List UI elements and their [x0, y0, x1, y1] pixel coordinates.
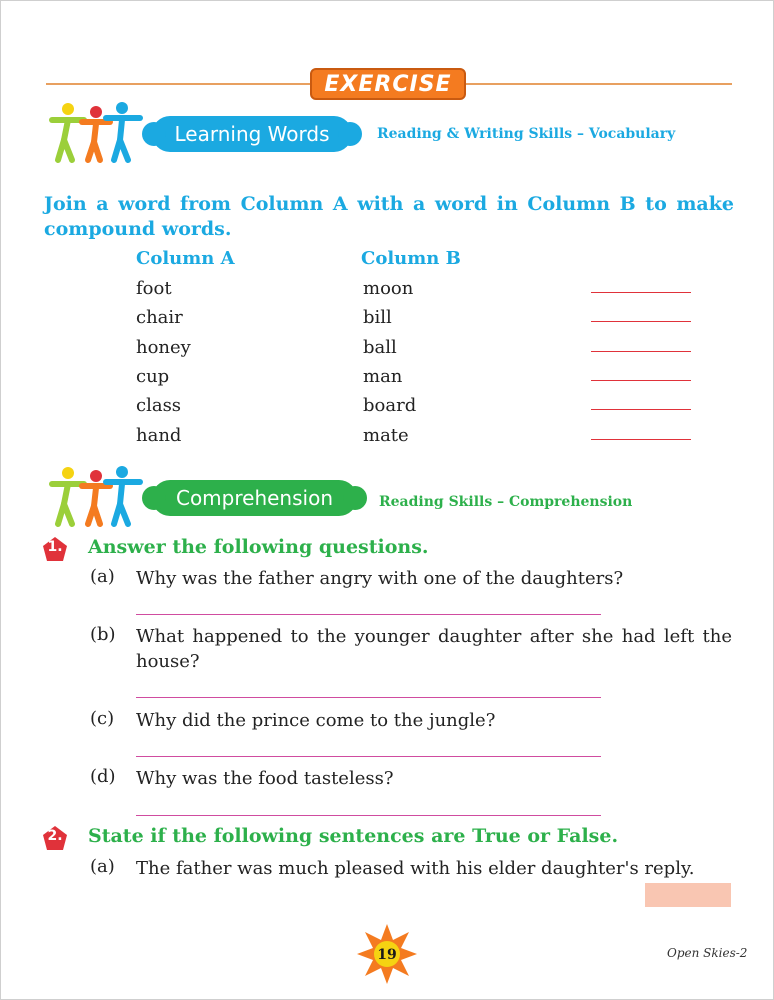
answer-blank[interactable]	[591, 380, 691, 381]
question-number: 2.	[47, 828, 63, 844]
column-b-word: moon	[363, 278, 414, 299]
item-label: (b)	[90, 624, 116, 645]
learning-words-banner	[44, 100, 744, 164]
question-number-badge	[42, 536, 68, 562]
comprehension-skill-label: Reading Skills – Comprehension	[379, 494, 633, 510]
question-text: Why was the father angry with one of the daughters?	[136, 568, 624, 589]
answer-blank[interactable]	[591, 292, 691, 293]
true-false-answer-box[interactable]	[645, 883, 731, 907]
word-pair-row	[0, 366, 774, 395]
answer-line[interactable]	[136, 697, 601, 698]
column-b-word: ball	[363, 337, 397, 358]
column-a-word: foot	[136, 278, 172, 299]
vocabulary-skill-label: Reading & Writing Skills – Vocabulary	[377, 126, 676, 142]
question-text: Why did the prince come to the jungle?	[136, 710, 496, 731]
comprehension-banner	[44, 464, 744, 528]
column-b-word: man	[363, 366, 403, 387]
column-b-heading: Column B	[361, 248, 461, 269]
column-a-word: cup	[136, 366, 170, 387]
column-b-word: board	[363, 395, 417, 416]
item-label: (a)	[90, 856, 115, 877]
word-pair-row	[0, 337, 774, 366]
column-a-word: class	[136, 395, 182, 416]
answer-blank[interactable]	[591, 351, 691, 352]
question-text: What happened to the younger daughter after she had left the house?	[136, 626, 732, 672]
children-icon	[44, 464, 144, 528]
page-number: 19	[377, 947, 397, 963]
children-icon	[44, 100, 144, 164]
exercise-badge: EXERCISE	[310, 68, 466, 100]
column-a-word: chair	[136, 307, 183, 328]
question-number: 1.	[47, 539, 63, 555]
question-2-title: State if the following sentences are True or False.	[88, 825, 619, 847]
column-a-heading: Column A	[136, 248, 235, 269]
answer-line[interactable]	[136, 815, 601, 816]
answer-blank[interactable]	[591, 409, 691, 410]
question-text: Why was the food tasteless?	[136, 768, 394, 789]
column-a-word: hand	[136, 425, 182, 446]
comprehension-title: Comprehension	[152, 480, 357, 516]
column-b-word: mate	[363, 425, 409, 446]
item-label: (d)	[90, 766, 116, 787]
answer-line[interactable]	[136, 756, 601, 757]
word-pair-row	[0, 278, 774, 307]
vocabulary-instruction: Join a word from Column A with a word in Column B to make compound words.	[44, 193, 734, 240]
column-a-word: honey	[136, 337, 191, 358]
column-b-word: bill	[363, 307, 392, 328]
word-pair-row	[0, 307, 774, 336]
answer-line[interactable]	[136, 614, 601, 615]
learning-words-title: Learning Words	[152, 116, 352, 152]
question-1-title: Answer the following questions.	[88, 536, 429, 558]
word-pair-row	[0, 395, 774, 424]
answer-blank[interactable]	[591, 321, 691, 322]
book-title: Open Skies-2	[667, 946, 748, 960]
question-number-badge	[42, 825, 68, 851]
statement-text: The father was much pleased with his elder daughter's reply.	[136, 858, 695, 879]
item-label: (a)	[90, 566, 115, 587]
word-pair-row	[0, 425, 774, 454]
page-number-star-icon	[357, 924, 417, 984]
answer-blank[interactable]	[591, 439, 691, 440]
item-label: (c)	[90, 708, 115, 729]
